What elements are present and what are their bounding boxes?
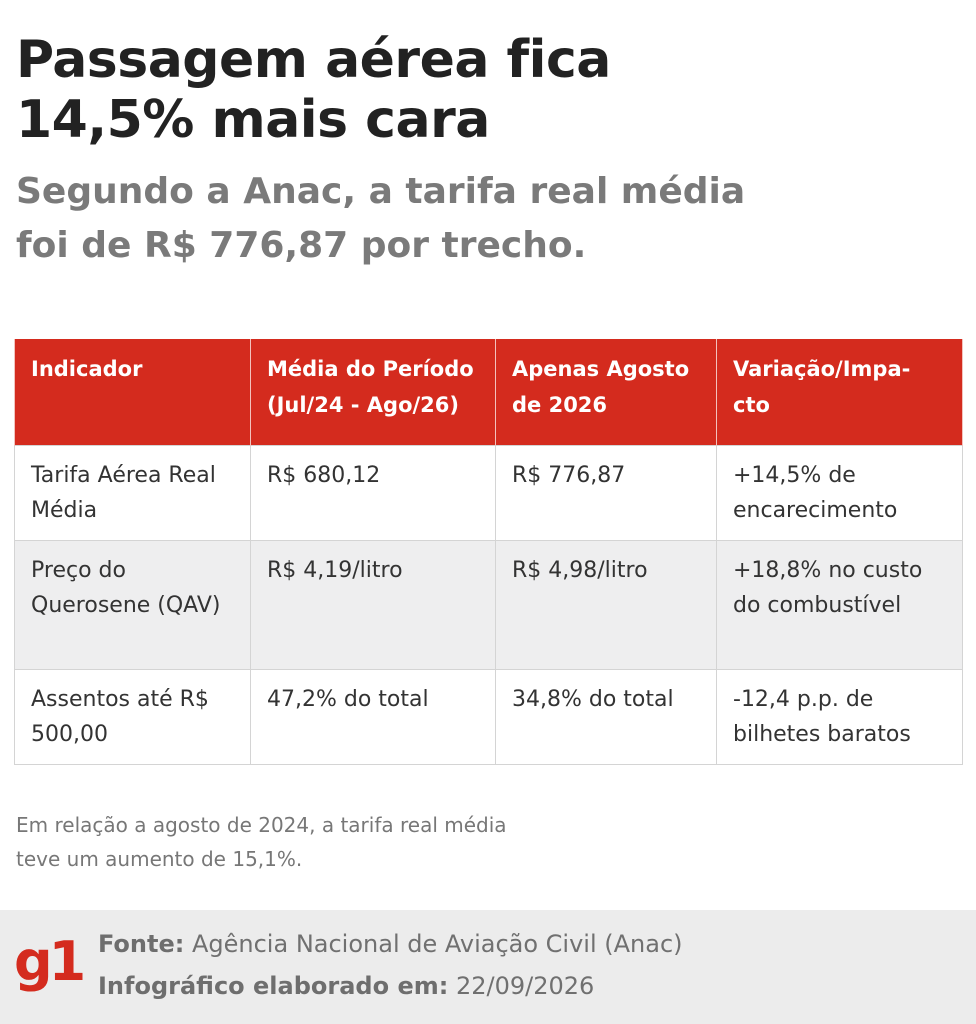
table-cell: Tarifa Aérea Real Média [15, 445, 251, 540]
table-row [15, 669, 963, 764]
source-line [98, 927, 683, 961]
table-cell: 47,2% do total [251, 669, 496, 764]
date-line [98, 969, 594, 1003]
source-footer [0, 910, 976, 1024]
page-title: Passagem aérea fica 14,5% mais cara [16, 30, 611, 150]
data-table [14, 339, 963, 765]
table-cell: Preço do Querosene (QAV) [15, 540, 251, 669]
page-subtitle: Segundo a Anac, a tarifa real média foi de R$ 776,87 por trecho. [16, 171, 746, 266]
table-cell: R$ 776,87 [496, 445, 717, 540]
date-label: Infográfico elaborado em: [98, 972, 449, 1000]
table-header-row [15, 339, 963, 445]
table-cell: R$ 4,19/litro [251, 540, 496, 669]
table-cell: +18,8% no custo do combustível [717, 540, 963, 669]
source-value: Agência Nacional de Aviação Civil (Anac) [191, 930, 683, 958]
table-cell: 34,8% do total [496, 669, 717, 764]
column-header-media-periodo: Média do Período (Jul/24 - Ago/26) [251, 339, 496, 445]
column-header-indicador: Indicador [15, 339, 251, 445]
footnote: Em relação a agosto de 2024, a tarifa real média teve um aumento de 15,1%. [16, 813, 507, 871]
table-cell: +14,5% de encarecimento [717, 445, 963, 540]
table-cell: R$ 4,98/litro [496, 540, 717, 669]
table-cell: -12,4 p.p. de bilhetes baratos [717, 669, 963, 764]
date-value: 22/09/2026 [455, 972, 595, 1000]
table-cell: Assentos até R$ 500,00 [15, 669, 251, 764]
g1-logo: g1 [14, 930, 83, 993]
source-label: Fonte: [98, 930, 185, 958]
table-cell: R$ 680,12 [251, 445, 496, 540]
table-row [15, 540, 963, 669]
column-header-agosto-2026: Apenas Agosto de 2026 [496, 339, 717, 445]
table-row [15, 445, 963, 540]
column-header-variacao: Variação/Impa- cto [717, 339, 963, 445]
